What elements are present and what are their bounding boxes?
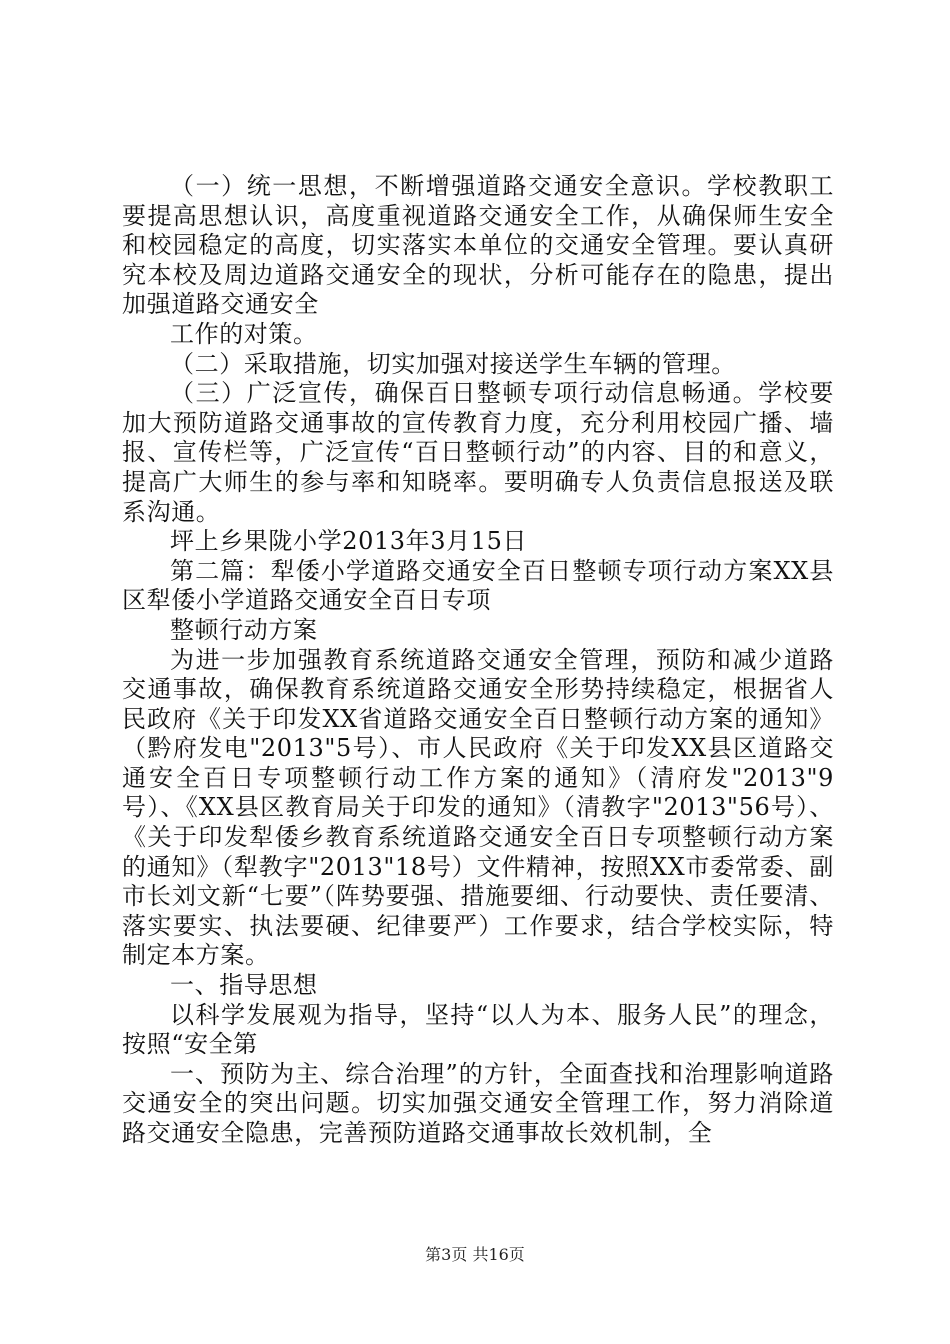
paragraph-guiding-ideology-heading: 一、指导思想 xyxy=(170,971,318,1000)
paragraph-guiding-principle: 一、预防为主、综合治理”的方针，全面查找和治理影响道路交通安全的突出问题。切实加强交通安全管理工作，努力消除道路交通安全隐患，完善预防道路交通事故长效机制，全 xyxy=(122,1059,834,1147)
paragraph-plan-title: 整顿行动方案 xyxy=(170,615,318,644)
paragraph-publicity: （三）广泛宣传，确保百日整顿专项行动信息畅通。学校要加大预防道路交通事故的宣传教育力度，充分利用校园广播、墙报、宣传栏等，广泛宣传“百日整顿行动”的内容、目的和意义，提高广大师生的参与率和知晓率。要明确专人负责信息报送及联系沟通。 xyxy=(122,379,834,526)
page-number-footer: 第3页 共16页 xyxy=(425,1245,525,1264)
paragraph-guiding-ideology: 以科学发展观为指导，坚持“以人为本、服务人民”的理念，按照“安全第 xyxy=(122,1000,834,1059)
paragraph-signature-date: 坪上乡果陇小学2013年3月15日 xyxy=(170,527,528,556)
paragraph-countermeasures: 工作的对策。 xyxy=(170,319,318,348)
paragraph-purpose: 为进一步加强教育系统道路交通安全管理，预防和减少道路交通事故，确保教育系统道路交通安全形势持续稳定，根据省人民政府《关于印发XX省道路交通安全百日整顿行动方案的通知》（黔府发电"2013"5号）、市人民政府《关于印发XX县区道路交通安全百日专项整顿行动工作方案的通知》（清府发"2013"9号）、《XX县区教育局关于印发的通知》（清教字"2013"56号）、《关于印发犁倭乡教育系统道路交通安全百日专项整顿行动方案的通知》（犁教字"2013"18号）文件精神，按照XX市委常委、副市长刘文新“七要”（阵势要强、措施要细、行动要快、责任要清、落实要实、执法要硬、纪律要严）工作要求，结合学校实际，特制定本方案。 xyxy=(122,645,834,970)
paragraph-second-article-title: 第二篇：犁倭小学道路交通安全百日整顿专项行动方案XX县区犁倭小学道路交通安全百日专项 xyxy=(122,556,834,615)
document-body xyxy=(122,172,834,1149)
paragraph-unify-thinking: （一）统一思想，不断增强道路交通安全意识。学校教职工要提高思想认识，高度重视道路交通安全工作，从确保师生安全和校园稳定的高度，切实落实本单位的交通安全管理。要认真研究本校及周边道路交通安全的现状，分析可能存在的隐患，提出加强道路交通安全 xyxy=(122,172,834,319)
paragraph-vehicle-management: （二）采取措施，切实加强对接送学生车辆的管理。 xyxy=(170,349,736,378)
